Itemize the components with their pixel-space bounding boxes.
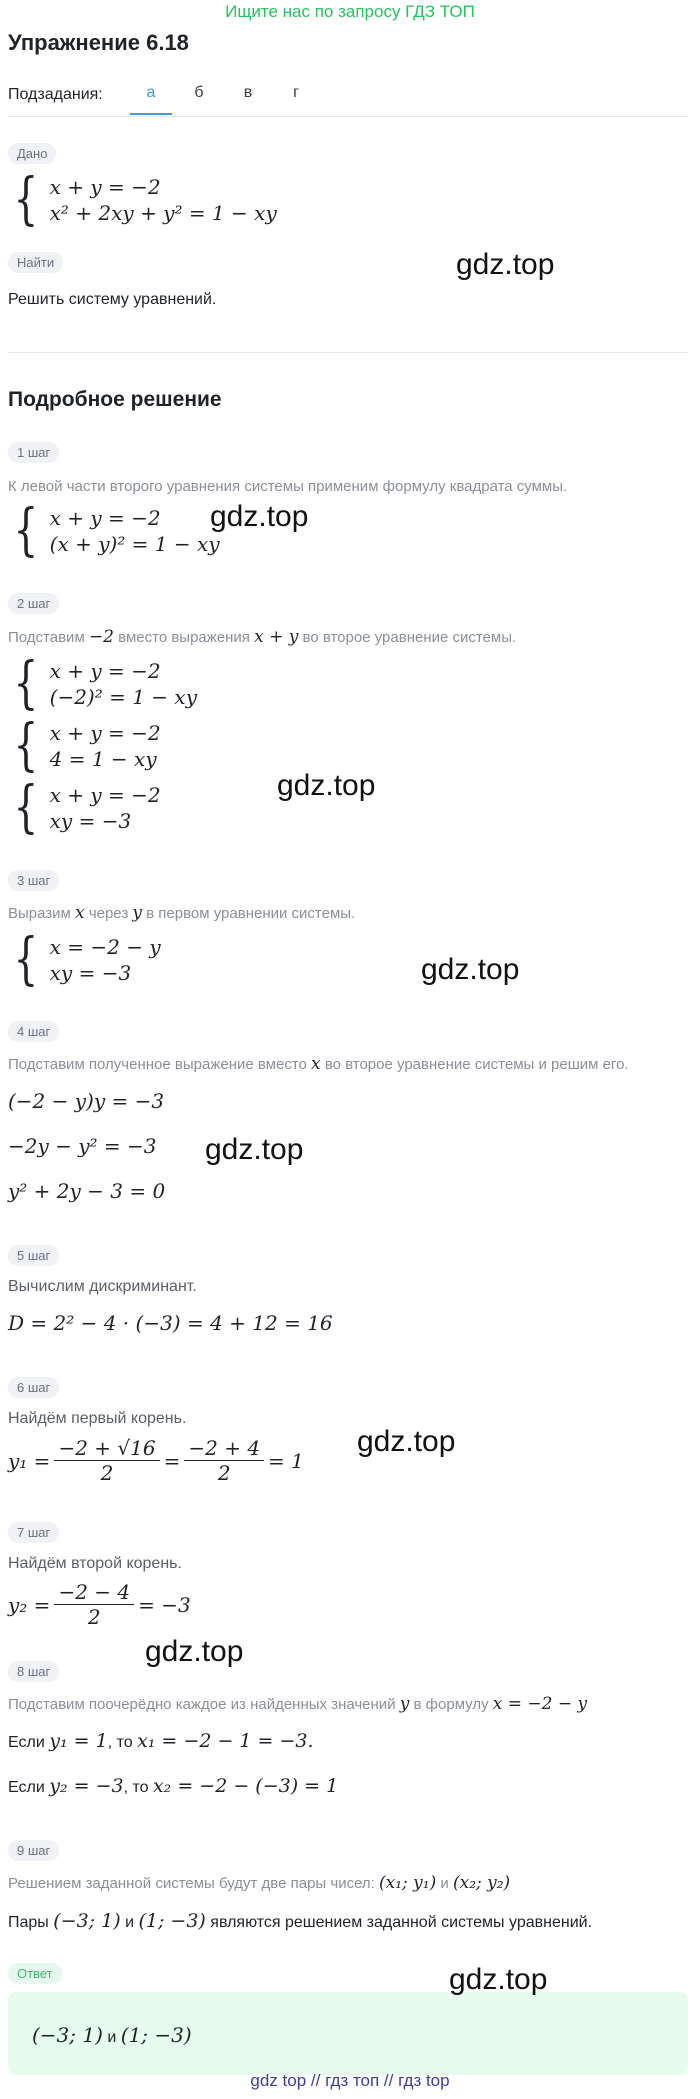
step-2-text: Подставим −2 вместо выражения x + y во второе уравнение системы. (8, 627, 517, 647)
step-7-chip: 7 шаг (8, 1522, 59, 1543)
step-9-chip: 9 шаг (8, 1840, 59, 1861)
step-1-system: { x + y = −2 (x + y)² = 1 − xy (13, 498, 220, 563)
step-7-text: Найдём второй корень. (8, 1555, 182, 1572)
step-1-chip: 1 шаг (8, 442, 59, 463)
watermark: gdz.top (449, 1963, 548, 1996)
step-9-conclusion: Пары (−3; 1) и (1; −3) являются решением заданной системы уравнений. (8, 1910, 593, 1932)
step-4-eq-2: −2y − y² = −3 (8, 1134, 157, 1158)
find-chip: Найти (8, 252, 63, 273)
divider (8, 116, 688, 117)
tab-a[interactable]: а (146, 84, 156, 101)
step-4-eq-1: (−2 − y)y = −3 (8, 1089, 165, 1113)
tab-v[interactable]: в (243, 84, 253, 101)
divider (8, 352, 688, 353)
solution-heading: Подробное решение (8, 388, 222, 411)
footer-links[interactable]: gdz top // гдз топ // гдз top (250, 2071, 450, 2090)
watermark: gdz.top (145, 1635, 244, 1668)
tab-g[interactable]: г (293, 84, 299, 101)
step-6-eq: y₁ = $\frac{-2 + √16}{2}$ = $\frac{-2 + 4}{2}$ = 1 (8, 1436, 304, 1485)
step-4-chip: 4 шаг (8, 1021, 59, 1042)
step-8-text: Подставим поочерёдно каждое из найденных значений y в формулу x = −2 − y (8, 1694, 588, 1714)
answer-chip: Ответ (8, 1963, 62, 1984)
step-8-case-2: Если y₂ = −3, то x₂ = −2 − (−3) = 1 (8, 1775, 339, 1797)
step-3-chip: 3 шаг (8, 870, 59, 891)
step-1-text: К левой части второго уравнения системы применим формулу квадрата суммы. (8, 478, 568, 495)
watermark: gdz.top (421, 953, 520, 986)
step-5-chip: 5 шаг (8, 1245, 59, 1266)
step-3-system: { x = −2 − y xy = −3 (13, 927, 161, 992)
active-tab-indicator (130, 113, 172, 115)
given-chip: Дано (8, 143, 56, 164)
step-8-chip: 8 шаг (8, 1661, 59, 1682)
search-banner[interactable]: Ищите нас по запросу ГДЗ ТОП (225, 2, 475, 21)
step-3-text: Выразим x через y в первом уравнении системы. (8, 903, 356, 923)
step-8-case-1: Если y₁ = 1, то x₁ = −2 − 1 = −3. (8, 1730, 314, 1752)
step-5-text: Вычислим дискриминант. (8, 1278, 197, 1295)
step-4-text: Подставим полученное выражение вместо x во второе уравнение системы и решим его. (8, 1054, 629, 1074)
page-title: Упражнение 6.18 (8, 30, 189, 55)
step-7-eq: y₂ = $\frac{-2 - 4}{2}$ = −3 (8, 1580, 191, 1629)
subtasks-label: Подзадания: (8, 86, 103, 103)
watermark: gdz.top (277, 769, 376, 802)
step-6-text: Найдём первый корень. (8, 1410, 187, 1427)
answer-text: (−3; 1) и (1; −3) (32, 2023, 192, 2047)
step-2-system-b: { x + y = −2 4 = 1 − xy (13, 713, 161, 778)
given-system: { x + y = −2 x² + 2xy + y² = 1 − xy (13, 167, 277, 232)
watermark: gdz.top (456, 248, 555, 281)
step-2-chip: 2 шаг (8, 593, 59, 614)
watermark: gdz.top (205, 1133, 304, 1166)
step-5-eq: D = 2² − 4 · (−3) = 4 + 12 = 16 (8, 1311, 333, 1335)
step-6-chip: 6 шаг (8, 1377, 59, 1398)
step-4-eq-3: y² + 2y − 3 = 0 (8, 1179, 166, 1203)
step-9-text: Решением заданной системы будут две пары чисел: (x₁; y₁) и (x₂; y₂) (8, 1873, 511, 1893)
tab-b[interactable]: б (194, 84, 204, 101)
watermark: gdz.top (210, 500, 309, 533)
step-2-system-a: { x + y = −2 (−2)² = 1 − xy (13, 651, 197, 716)
step-2-system-c: { x + y = −2 xy = −3 (13, 775, 161, 840)
find-text: Решить систему уравнений. (8, 291, 217, 308)
watermark: gdz.top (357, 1425, 456, 1458)
